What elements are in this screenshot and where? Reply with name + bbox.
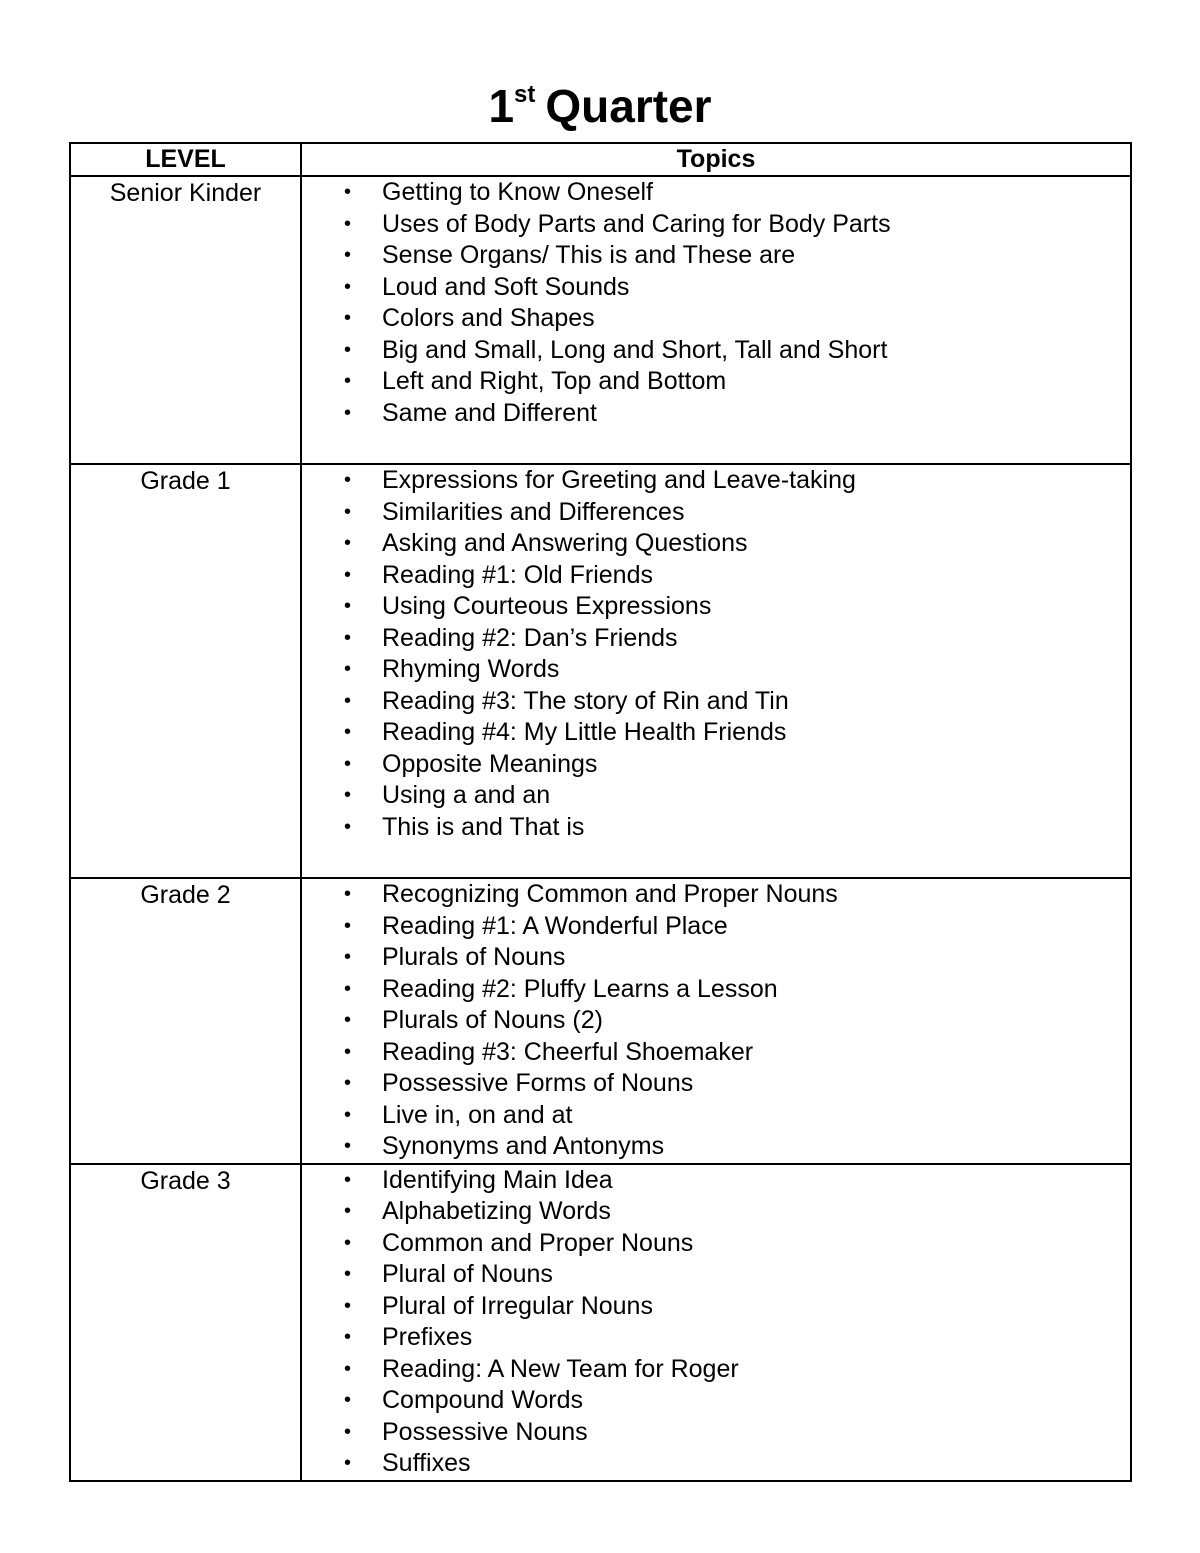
topic-text: Reading #3: Cheerful Shoemaker: [382, 1037, 754, 1066]
list-item: [302, 686, 1130, 718]
topic-text: Asking and Answering Questions: [382, 529, 748, 557]
list-item: [302, 1165, 1130, 1197]
list-item: [302, 1196, 1130, 1228]
topic-list: [302, 177, 1130, 429]
list-item: [302, 240, 1130, 272]
table-row-senior-kinder: [70, 176, 1131, 464]
topic-text: Reading #2: Dan’s Friends: [382, 623, 678, 652]
topic-text: Plurals of Nouns (2): [382, 1006, 603, 1034]
topic-text: Reading #2: Pluffy Learns a Lesson: [382, 974, 778, 1003]
topic-text: Similarities and Differences: [382, 497, 685, 526]
list-item: [302, 1322, 1130, 1354]
bullet-icon: •: [344, 469, 352, 491]
list-item: [302, 1068, 1130, 1100]
bullet-icon: •: [344, 946, 352, 968]
list-item: [302, 177, 1130, 209]
topics-header: Topics: [301, 143, 1131, 176]
bullet-icon: •: [344, 784, 352, 806]
title-superscript: st: [514, 80, 536, 108]
bullet-icon: •: [344, 1168, 352, 1191]
bullet-icon: •: [344, 1072, 352, 1094]
bullet-icon: •: [344, 883, 352, 905]
topics-cell: [301, 1164, 1131, 1481]
bullet-icon: •: [344, 212, 352, 235]
list-item: [302, 465, 1130, 497]
bullet-icon: •: [344, 1009, 352, 1031]
list-item: [302, 1417, 1130, 1449]
bullet-icon: •: [344, 815, 352, 838]
list-item: [302, 209, 1130, 241]
list-item: [302, 780, 1130, 812]
topic-text: Reading #3: The story of Rin and Tin: [382, 686, 789, 715]
bullet-icon: •: [344, 370, 352, 392]
topics-cell: [301, 176, 1131, 464]
bullet-icon: •: [344, 689, 352, 712]
bullet-icon: •: [344, 914, 352, 937]
level-cell: Grade 1: [70, 464, 301, 878]
bullet-icon: •: [344, 1326, 352, 1348]
topic-text: Rhyming Words: [382, 655, 560, 683]
topic-text: This is and That is: [382, 812, 585, 841]
bullet-icon: •: [344, 977, 352, 1000]
topic-text: Plural of Nouns: [382, 1260, 553, 1288]
list-item: [302, 654, 1130, 686]
list-item: [302, 879, 1130, 911]
bullet-icon: •: [344, 275, 352, 298]
topic-text: Expressions for Greeting and Leave-taking: [382, 466, 856, 494]
header-row: [70, 143, 1131, 176]
bullet-icon: •: [344, 1040, 352, 1063]
table-row-grade-3: [70, 1164, 1131, 1481]
topic-text: Sense Organs/ This is and These are: [382, 241, 796, 269]
topic-text: Live in, on and at: [382, 1100, 573, 1129]
topic-text: Plurals of Nouns: [382, 943, 566, 971]
page-title: [0, 76, 1200, 136]
bullet-icon: •: [344, 1263, 352, 1285]
bullet-icon: •: [344, 595, 352, 617]
bullet-icon: •: [344, 1231, 352, 1254]
level-header: LEVEL: [70, 143, 301, 176]
topic-text: Reading #1: Old Friends: [382, 560, 653, 589]
topic-text: Possessive Nouns: [382, 1417, 588, 1446]
topic-text: Using a and an: [382, 781, 551, 809]
bullet-icon: •: [344, 338, 352, 361]
topic-text: Left and Right, Top and Bottom: [382, 367, 727, 395]
table-row-grade-1: [70, 464, 1131, 878]
topic-text: Suffixes: [382, 1449, 471, 1477]
level-cell: Grade 2: [70, 878, 301, 1164]
list-item: [302, 1385, 1130, 1417]
bullet-icon: •: [344, 500, 352, 523]
topic-text: Uses of Body Parts and Caring for Body Parts: [382, 209, 891, 238]
bullet-icon: •: [344, 1294, 352, 1317]
topic-text: Opposite Meanings: [382, 749, 598, 778]
list-item: [302, 366, 1130, 398]
list-item: [302, 528, 1130, 560]
topic-text: Colors and Shapes: [382, 304, 595, 332]
topic-text: Reading: A New Team for Roger: [382, 1354, 739, 1383]
list-item: [302, 1259, 1130, 1291]
topic-text: Synonyms and Antonyms: [382, 1132, 665, 1160]
bullet-icon: •: [344, 1103, 352, 1126]
bullet-icon: •: [344, 181, 352, 203]
title-word: Quarter: [545, 80, 712, 132]
list-item: [302, 560, 1130, 592]
list-item: [302, 974, 1130, 1006]
topic-text: Same and Different: [382, 398, 597, 427]
list-item: [302, 942, 1130, 974]
bullet-icon: •: [344, 658, 352, 680]
level-cell: Senior Kinder: [70, 176, 301, 464]
topic-text: Big and Small, Long and Short, Tall and Short: [382, 335, 888, 364]
table-row-grade-2: [70, 878, 1131, 1164]
bullet-icon: •: [344, 626, 352, 649]
list-item: [302, 1131, 1130, 1163]
topic-text: Getting to Know Oneself: [382, 178, 653, 206]
topic-text: Reading #4: My Little Health Friends: [382, 718, 787, 746]
topic-text: Prefixes: [382, 1323, 473, 1351]
list-item: [302, 749, 1130, 781]
bullet-icon: •: [344, 532, 352, 554]
bullet-icon: •: [344, 1420, 352, 1443]
bullet-icon: •: [344, 1200, 352, 1222]
bullet-icon: •: [344, 1135, 352, 1157]
bullet-icon: •: [344, 721, 352, 743]
topics-table: [69, 142, 1132, 1482]
list-item: [302, 272, 1130, 304]
list-item: [302, 1100, 1130, 1132]
topic-text: Possessive Forms of Nouns: [382, 1069, 694, 1097]
list-item: [302, 1005, 1130, 1037]
list-item: [302, 335, 1130, 367]
topic-list: [302, 879, 1130, 1163]
topics-cell: [301, 464, 1131, 878]
topic-text: Compound Words: [382, 1386, 584, 1414]
list-item: [302, 303, 1130, 335]
bullet-icon: •: [344, 1357, 352, 1380]
topic-text: Alphabetizing Words: [382, 1197, 611, 1225]
list-item: [302, 623, 1130, 655]
topic-list: [302, 1165, 1130, 1480]
topic-text: Reading #1: A Wonderful Place: [382, 911, 728, 940]
bullet-icon: •: [344, 752, 352, 775]
list-item: [302, 1354, 1130, 1386]
bullet-icon: •: [344, 1452, 352, 1474]
list-item: [302, 911, 1130, 943]
topics-cell: [301, 878, 1131, 1164]
topic-text: Loud and Soft Sounds: [382, 272, 630, 301]
list-item: [302, 1448, 1130, 1480]
topic-text: Common and Proper Nouns: [382, 1228, 694, 1257]
topic-text: Using Courteous Expressions: [382, 592, 712, 620]
bullet-icon: •: [344, 563, 352, 586]
list-item: [302, 812, 1130, 844]
list-item: [302, 1228, 1130, 1260]
topic-text: Plural of Irregular Nouns: [382, 1291, 653, 1320]
list-item: [302, 591, 1130, 623]
topic-text: Recognizing Common and Proper Nouns: [382, 880, 838, 908]
bullet-icon: •: [344, 307, 352, 329]
list-item: [302, 1291, 1130, 1323]
topic-list: [302, 465, 1130, 843]
list-item: [302, 497, 1130, 529]
list-item: [302, 717, 1130, 749]
topic-text: Identifying Main Idea: [382, 1165, 613, 1194]
bullet-icon: •: [344, 401, 352, 424]
list-item: [302, 398, 1130, 430]
title-number: 1: [488, 80, 515, 132]
list-item: [302, 1037, 1130, 1069]
level-cell: Grade 3: [70, 1164, 301, 1481]
bullet-icon: •: [344, 1389, 352, 1411]
bullet-icon: •: [344, 244, 352, 266]
